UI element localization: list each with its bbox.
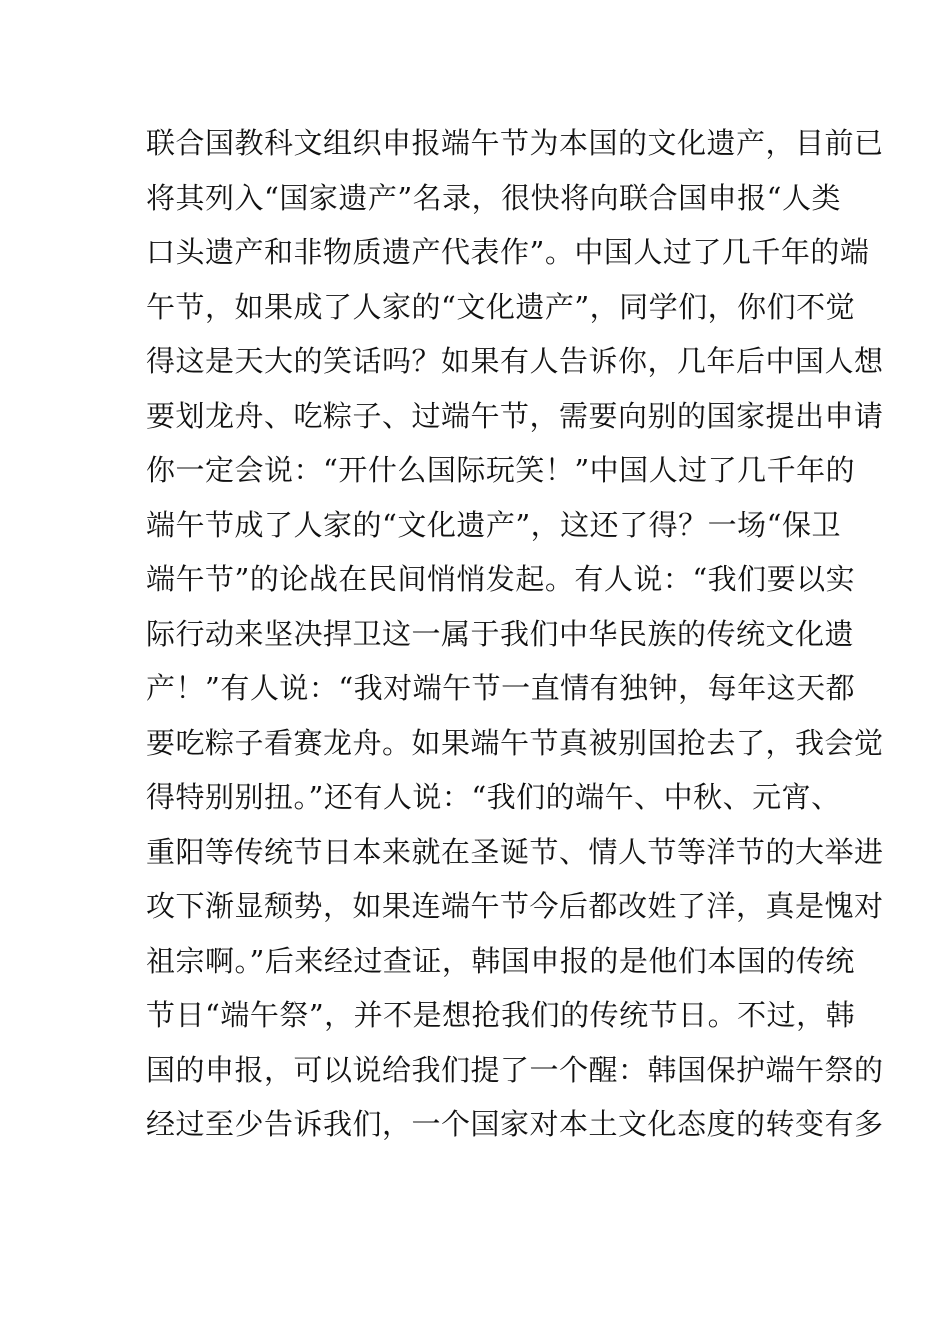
text-line: 你一定会说：“开什么国际玩笑！”中国人过了几千年的 — [146, 453, 856, 487]
text-line: 将其列入“国家遗产”名录，很快将向联合国申报“人类 — [146, 180, 841, 215]
text-line: 际行动来坚决捍卫这一属于我们中华民族的传统文化遗 — [146, 616, 855, 651]
text-line: 祖宗啊。”后来经过查证，韩国申报的是他们本国的传统 — [146, 943, 855, 978]
text-line: 要划龙舟、吃粽子、过端午节，需要向别的国家提出申请 — [146, 398, 884, 433]
text-line: 国的申报，可以说给我们提了一个醒：韩国保护端午祭的 — [146, 1052, 884, 1087]
text-line: 要吃粽子看赛龙舟。如果端午节真被别国抢去了，我会觉 — [146, 725, 884, 760]
text-line: 攻下渐显颓势，如果连端午节今后都改姓了洋，真是愧对 — [146, 889, 884, 923]
text-line: 联合国教科文组织申报端午节为本国的文化遗产，目前已 — [146, 126, 884, 160]
text-line: 端午节成了人家的“文化遗产”，这还了得？一场“保卫 — [146, 507, 841, 542]
text-line: 得特别别扭。”还有人说：“我们的端午、中秋、元宵、 — [146, 780, 841, 814]
text-line: 经过至少告诉我们，一个国家对本土文化态度的转变有多 — [146, 1107, 884, 1141]
text-line: 产！”有人说：“我对端午节一直情有独钟，每年这天都 — [146, 671, 856, 705]
text-line: 得这是天大的笑话吗？如果有人告诉你，几年后中国人想 — [146, 344, 884, 378]
text-line: 端午节”的论战在民间悄悄发起。有人说：“我们要以实 — [146, 562, 856, 596]
text-line: 午节，如果成了人家的“文化遗产”，同学们，你们不觉 — [146, 289, 856, 324]
text-line: 口头遗产和非物质遗产代表作”。中国人过了几千年的端 — [146, 235, 870, 269]
text-line: 节日“端午祭”，并不是想抢我们的传统节日。不过，韩 — [146, 998, 856, 1032]
text-line: 重阳等传统节日本来就在圣诞节、情人节等洋节的大举进 — [146, 834, 884, 869]
body-paragraph — [146, 116, 884, 1152]
